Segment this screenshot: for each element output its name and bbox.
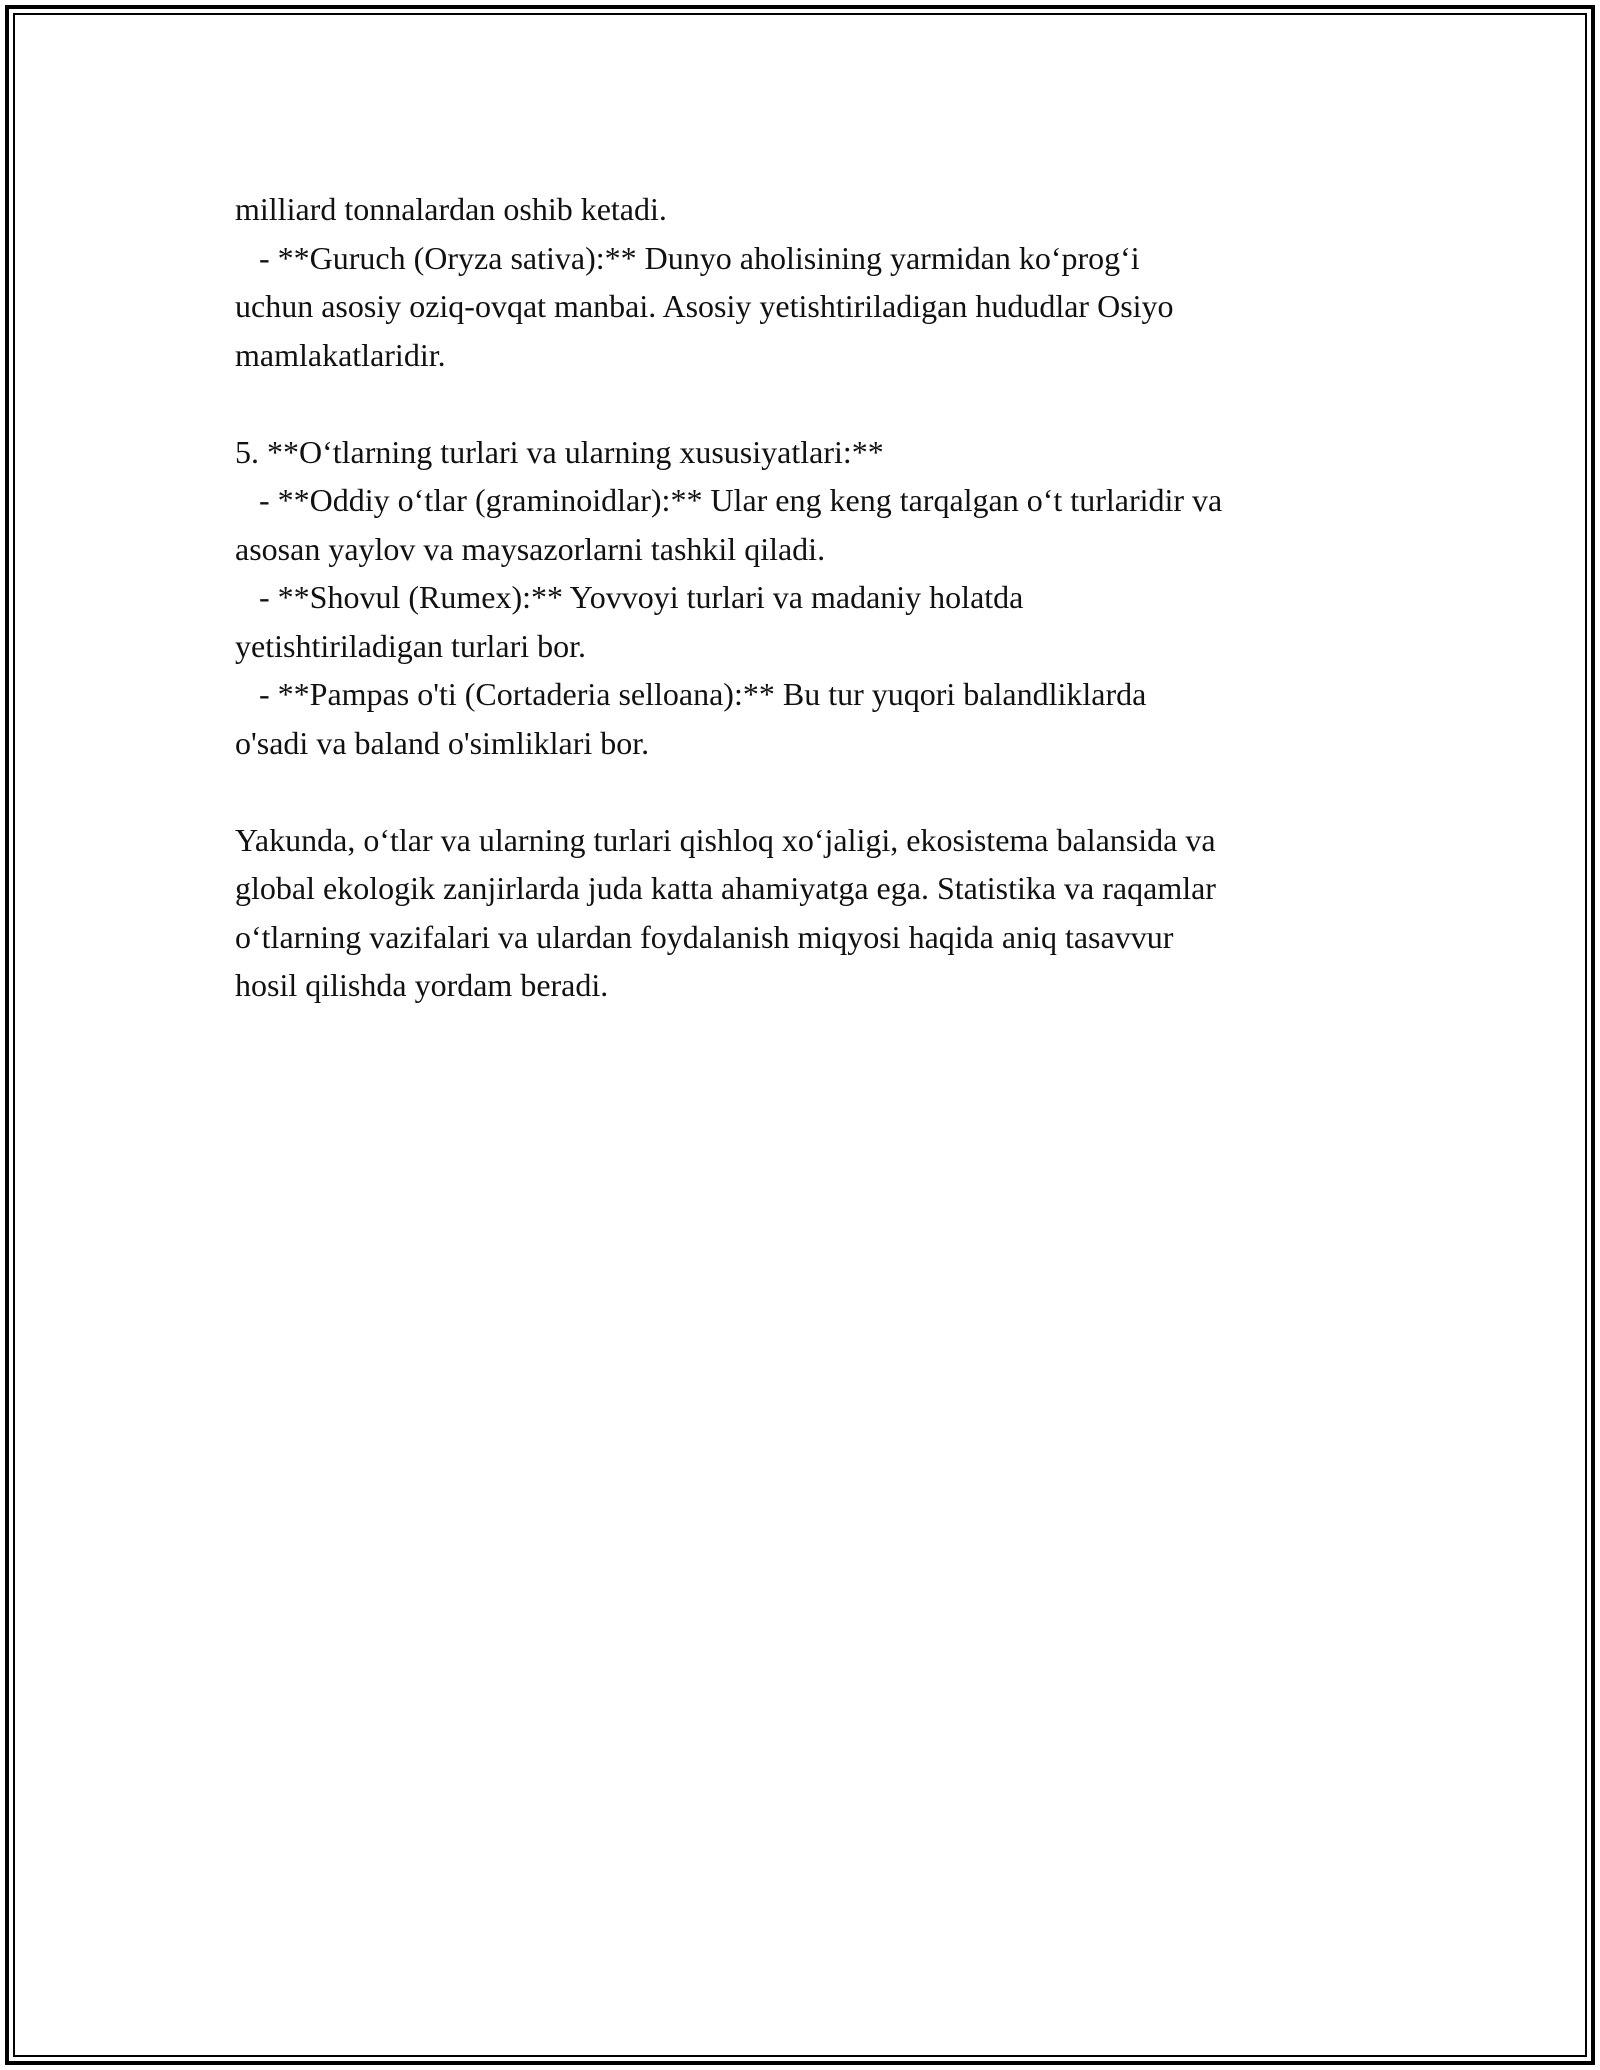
text-line: yetishtiriladigan turlari bor.	[235, 627, 587, 664]
text-line: o‘tlarning vazifalari va ulardan foydalanish miqyosi haqida aniq tasavvur	[235, 918, 1174, 955]
paragraph-spacer	[235, 379, 1405, 428]
text-line: o'sadi va baland o'simliklari bor.	[235, 724, 650, 761]
paragraph-spacer	[235, 767, 1405, 816]
text-line: hosil qilishda yordam beradi.	[235, 967, 609, 1003]
section-grass-types	[235, 428, 1405, 768]
document-body	[235, 185, 1405, 1010]
section-heading: 5. **O‘tlarning turlari va ularning xususiyatlari:**	[235, 433, 884, 470]
text-line: mamlakatlaridir.	[235, 336, 446, 373]
text-line: - **Oddiy o‘tlar (graminoidlar):** Ular eng keng tarqalgan o‘t turlaridir va	[235, 482, 1223, 518]
text-line: milliard tonnalardan oshib ketadi.	[235, 191, 667, 227]
text-line: asosan yaylov va maysazorlarni tashkil qiladi.	[235, 530, 826, 567]
text-line: - **Guruch (Oryza sativa):** Dunyo aholisining yarmidan ko‘prog‘i	[235, 239, 1140, 276]
text-line: - **Pampas o'ti (Cortaderia selloana):** Bu tur yuqori balandliklarda	[235, 676, 1147, 712]
conclusion-paragraph	[235, 816, 1405, 1010]
text-line: - **Shovul (Rumex):** Yovvoyi turlari va madaniy holatda	[235, 579, 1024, 615]
text-line: Yakunda, o‘tlar va ularning turlari qishloq xo‘jaligi, ekosistema balansida va	[235, 821, 1216, 858]
paragraph-continuation	[235, 185, 1405, 379]
text-line: uchun asosiy oziq-ovqat manbai. Asosiy yetishtiriladigan hududlar Osiyo	[235, 288, 1174, 324]
text-line: global ekologik zanjirlarda juda katta ahamiyatga ega. Statistika va raqamlar	[235, 870, 1216, 906]
